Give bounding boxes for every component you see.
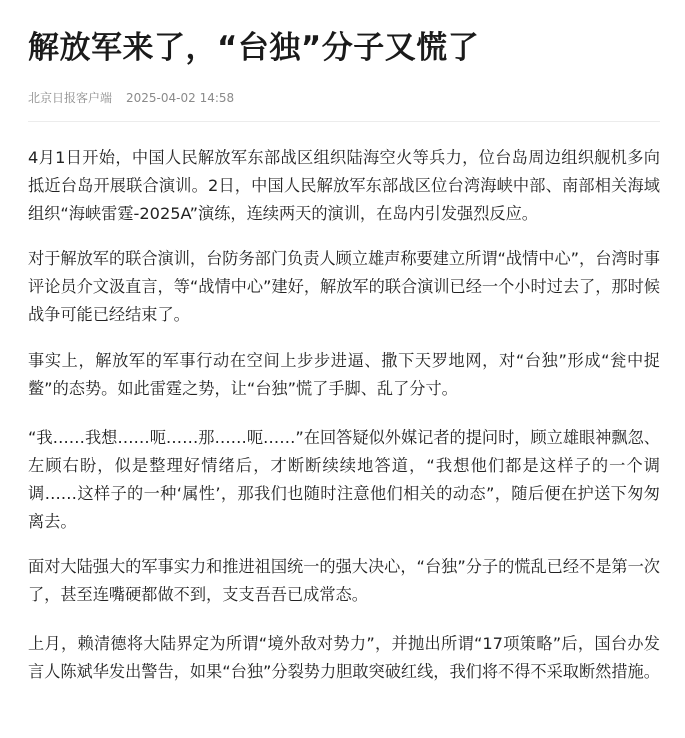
article-title: 解放军来了，“台独”分子又慌了 xyxy=(28,30,480,66)
article-paragraph: 4月1日开始，中国人民解放军东部战区组织陆海空火等兵力，位台岛周边组织舰机多向抵近台岛开展联合演训。2日，中国人民解放军东部战区位台湾海峡中部、南部相关海域组织“海峡雷霆-2025A”演练，连续两天的演训，在岛内引发强烈反应。 xyxy=(28,148,660,223)
article-paragraph: “我……我想……呃……那……呃……”在回答疑似外媒记者的提问时，顾立雄眼神飘忽、左顾右盼，似是整理好情绪后，才断断续续地答道，“我想他们都是这样子的一个调调……这样子的一种‘属性’，那我们也随时注意他们相关的动态”，随后便在护送下匆匆离去。 xyxy=(28,428,660,531)
article-meta xyxy=(28,89,234,106)
article-container xyxy=(28,0,660,738)
article-datetime: 2025-04-02 14:58 xyxy=(126,91,235,105)
article-paragraph: 对于解放军的联合演训，台防务部门负责人顾立雄声称要建立所谓“战情中心”，台湾时事评论员介文汲直言，等“战情中心”建好，解放军的联合演训已经一个小时过去了，那时候战争可能已经结束了。 xyxy=(28,249,660,324)
article-paragraph: 上月，赖清德将大陆界定为所谓“境外敌对势力”，并抛出所谓“17项策略”后，国台办发言人陈斌华发出警告，如果“台独”分裂势力胆敢突破红线，我们将不得不采取断然措施。 xyxy=(28,634,660,681)
article-paragraph: 事实上，解放军的军事行动在空间上步步进逼、撒下天罗地网，对“台独”形成“瓮中捉鳖”的态势。如此雷霆之势，让“台独”慌了手脚、乱了分寸。 xyxy=(28,351,660,398)
header-divider xyxy=(28,121,660,122)
article-source[interactable]: 北京日报客户端 xyxy=(28,91,113,105)
article-paragraph: 面对大陆强大的军事实力和推进祖国统一的强大决心，“台独”分子的慌乱已经不是第一次了，甚至连嘴硬都做不到，支支吾吾已成常态。 xyxy=(28,557,660,604)
